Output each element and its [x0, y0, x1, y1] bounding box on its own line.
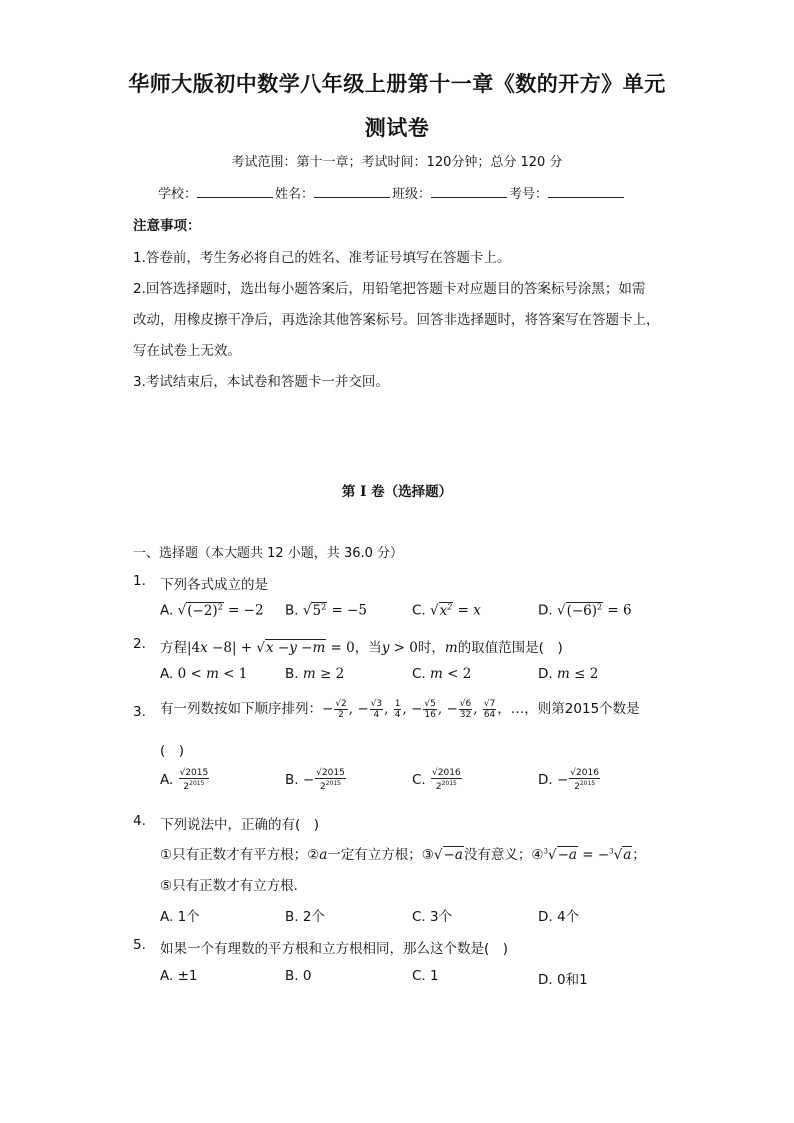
- number-blank[interactable]: [548, 184, 624, 198]
- q4-option-a: A. 1个: [160, 909, 200, 925]
- notice-item-2c: 写在试卷上无效。: [133, 343, 241, 359]
- q3-number: 3.: [133, 704, 146, 720]
- exam-info: 考试范围：第十一章；考试时间：120分钟；总分 120 分: [231, 155, 563, 170]
- q4-statement-5: ⑤只有正数才有立方根．: [160, 878, 308, 894]
- q1-stem: 下列各式成立的是: [160, 577, 268, 593]
- notice-item-2a: 2.回答选择题时，选出每小题答案后，用铅笔把答题卡对应题目的答案标号涂黑；如需: [133, 281, 646, 297]
- q4-number: 4.: [133, 813, 146, 829]
- class-blank[interactable]: [431, 184, 507, 198]
- q5-stem: 如果一个有理数的平方根和立方根相同，那么这个数是( ): [160, 941, 509, 957]
- school-blank[interactable]: [197, 184, 273, 198]
- q2-option-d: D. m ≤ 2: [538, 666, 599, 682]
- q5-option-b: B. 0: [285, 968, 312, 984]
- q4-statements: ①只有正数才有平方根；②a一定有立方根；③√−a没有意义；④$^3$√−a = −$^3$√a；: [160, 847, 646, 863]
- number-label: 考号：: [509, 187, 549, 202]
- q1-option-d: D. $√(-6)^2 = 6$: [538, 602, 632, 619]
- notice-item-1: 1.答卷前，考生务必将自己的姓名、准考证号填写在答题卡上。: [133, 250, 511, 266]
- name-label: 姓名：: [275, 187, 315, 202]
- q4-option-b: B. 2个: [285, 909, 325, 925]
- q3-option-d: D. − $\frac{√2016}{2^{2015}}$: [538, 768, 599, 792]
- q4-option-d: D. 4个: [538, 909, 580, 925]
- q2-option-a: A. 0 < m < 1: [160, 666, 248, 682]
- student-info-row: [158, 183, 626, 202]
- q5-option-c: C. 1: [412, 968, 439, 984]
- notice-heading: 注意事项：: [133, 218, 201, 234]
- q3-stem: 有一列数按如下顺序排列：− $\frac{√2}{2}$ , − $\frac{√3}{4}$ , $\frac{1}{4}$ , − $\frac{√5}{16}$ , − $\frac{√6}{32}$ , $\frac{√7}{64}$ ，…，则第2015个数是: [160, 698, 640, 720]
- q3-option-a: A. $\frac{√2015}{2^{2015}}$: [160, 768, 209, 792]
- q5-option-d: D. 0和1: [538, 972, 588, 988]
- q1-number: 1.: [133, 573, 146, 589]
- q2-stem: 方程|4x −8| + √x −y −m = 0，当y > 0时，m的取值范围是( ): [160, 640, 563, 656]
- q3-option-b: B. − $\frac{√2015}{2^{2015}}$: [285, 768, 345, 792]
- q2-option-b: B. m ≥ 2: [285, 666, 345, 682]
- q2-option-c: C. m < 2: [412, 666, 472, 682]
- q1-option-c: C. $√x^2 = x$: [412, 602, 481, 619]
- page-title: 华师大版初中数学八年级上册第十一章《数的开方》单元: [128, 71, 666, 96]
- name-blank[interactable]: [314, 184, 390, 198]
- q5-option-a: A. ±1: [160, 968, 198, 984]
- q3-paren: ( ): [160, 743, 185, 759]
- q2-number: 2.: [133, 636, 146, 652]
- volume-heading: 第 I 卷（选择题）: [341, 484, 453, 500]
- q5-number: 5.: [133, 937, 146, 953]
- q4-stem: 下列说法中，正确的有( ): [160, 817, 320, 833]
- page-title-line2: 测试卷: [364, 115, 430, 140]
- q4-option-c: C. 3个: [412, 909, 453, 925]
- notice-item-3: 3.考试结束后，本试卷和答题卡一并交回。: [133, 374, 389, 390]
- school-label: 学校：: [158, 187, 198, 202]
- class-label: 班级：: [392, 187, 432, 202]
- section-heading: 一、选择题（本大题共 12 小题，共 36.0 分）: [133, 546, 404, 561]
- q1-option-b: B. $√5^2 = -5$: [285, 602, 367, 619]
- notice-item-2b: 改动，用橡皮擦干净后，再选涂其他答案标号。回答非选择题时，将答案写在答题卡上，: [133, 312, 660, 328]
- q1-option-a: A. $√(-2)^2 = -2$: [160, 602, 264, 619]
- q3-option-c: C. $\frac{√2016}{2^{2015}}$: [412, 768, 461, 792]
